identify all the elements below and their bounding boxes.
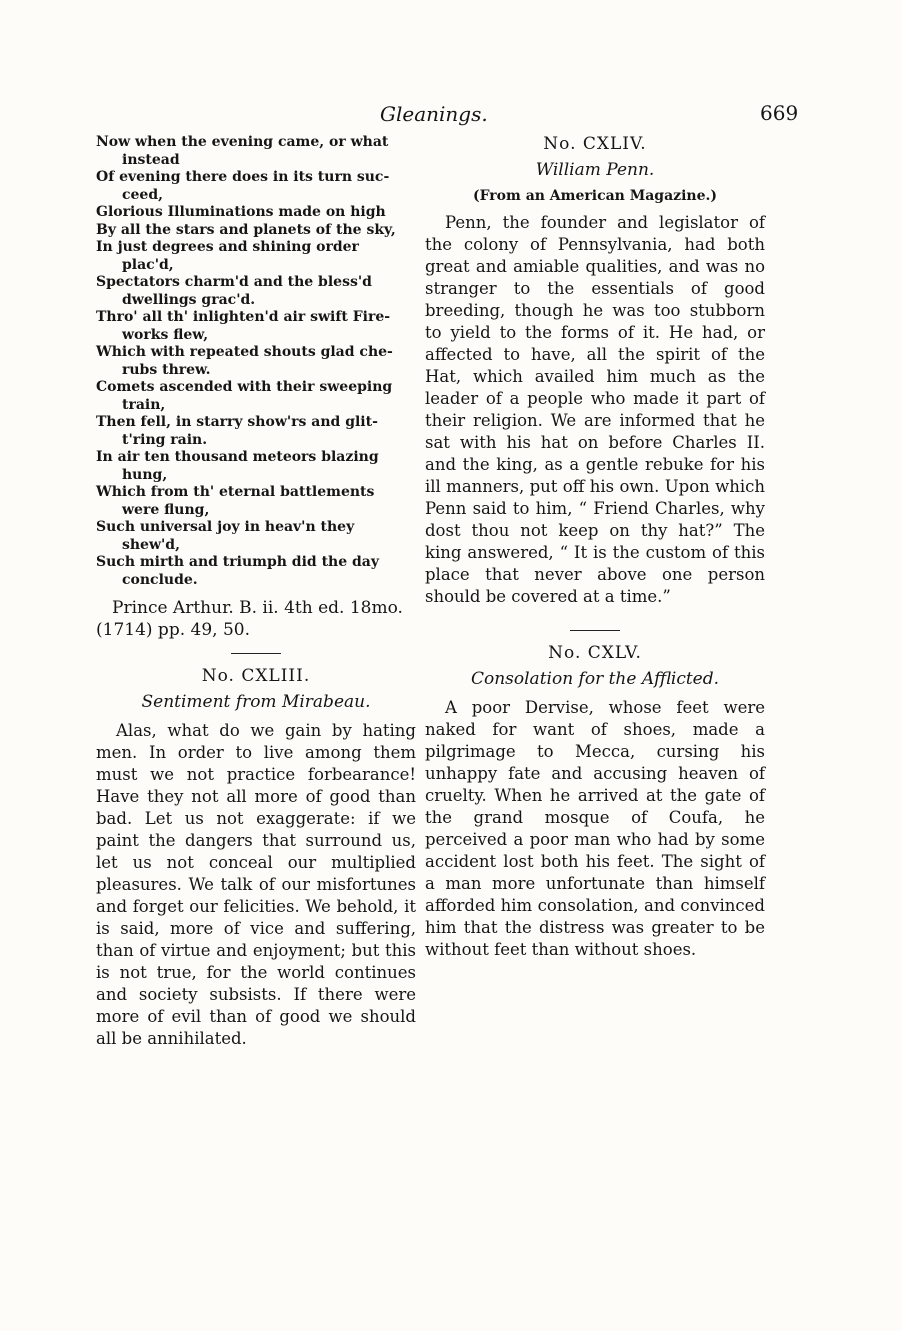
section-subtitle-consolation: Consolation for the Afflicted. [470, 669, 720, 689]
verse-line [96, 414, 416, 449]
verse-line-continuation: plac'd, [122, 256, 174, 273]
verse-line-continuation: instead [122, 151, 180, 168]
verse-line-text: In just degrees and shining order [96, 239, 359, 255]
verse-line-text: Which from th' eternal battlements [96, 484, 375, 500]
verse-block [96, 134, 416, 589]
verse-line [96, 554, 416, 589]
verse-line-text: Such mirth and triumph did the day [96, 554, 379, 570]
right-column [425, 134, 765, 961]
consolation-text: A poor Dervise, whose feet were naked for want of shoes, made a pilgrimage to Mecca, cursing his unhappy fate and accusing heaven of cruelty. When he arrived at the gate of the grand mosque of Coufa, he perceived a poor man who had by some accident lost both his feet. The sight of a man more unfortunate than himself afforded him consolation, and convinced him that the distress was greater to be without feet than without shoes. [425, 698, 765, 959]
verse-line-continuation: hung, [122, 466, 168, 483]
section-divider [231, 653, 281, 654]
verse-line-text: Of evening there does in its turn suc- [96, 169, 390, 185]
section-title-cxliii: No. CXLIII. [201, 666, 311, 686]
section-divider [570, 630, 620, 631]
verse-line [96, 274, 416, 309]
penn-text: Penn, the founder and legislator of the colony of Pennsylvania, had both great and amiable qualities, and was no stranger to the essentials of good breeding, though he was too stubborn to yield to the forms of it. He had, or affected to have, all the spirit of the Hat, which availed him much as the leader of a people who made it part of their religion. We are informed that he sat with his hat on before Charles II. and the king, as a gentle rebuke for his ill manners, put off his own. Upon which Penn said to him, “ Friend Charles, why dost thou not keep on thy hat?” The king answered, “ It is the custom of this place that never above one person should be covered at a time.” [425, 213, 765, 606]
verse-line-text: Spectators charm'd and the bless'd [96, 274, 372, 290]
running-header: Gleanings. [380, 102, 488, 126]
verse-line-continuation: ceed, [122, 186, 164, 203]
section-source: (From an American Magazine.) [472, 188, 718, 204]
verse-line [96, 134, 416, 169]
verse-line [96, 344, 416, 379]
verse-line [96, 222, 416, 240]
verse-line-continuation: t'ring rain. [122, 431, 208, 448]
section-subtitle-penn: William Penn. [535, 160, 655, 180]
verse-line [96, 309, 416, 344]
verse-line-text: In air ten thousand meteors blazing [96, 449, 379, 465]
verse-line [96, 519, 416, 554]
verse-line-continuation: rubs threw. [122, 361, 211, 378]
verse-line [96, 169, 416, 204]
page-number: 669 [760, 101, 799, 125]
verse-line [96, 484, 416, 519]
verse-line-text: Now when the evening came, or what [96, 134, 389, 150]
verse-line-text: Such universal joy in heav'n they [96, 519, 355, 535]
verse-line-text: Thro' all th' inlighten'd air swift Fire- [96, 309, 391, 325]
verse-line-continuation: works flew, [122, 326, 209, 343]
citation: Prince Arthur. B. ii. 4th ed. 18mo. (1714) pp. 49, 50. [96, 598, 403, 640]
verse-line-text: By all the stars and planets of the sky, [96, 221, 396, 238]
verse-line-continuation: conclude. [122, 571, 198, 588]
verse-line-continuation: were flung, [122, 501, 210, 518]
mirabeau-text: Alas, what do we gain by hating men. In order to live among them must we not practice forbearance! Have they not all more of good than bad. Let us not exaggerate: if we paint the dangers that surround us, let us not conceal our multiplied pleasures. We talk of our misfortunes and forget our felicities. We behold, it is said, more of vice and suffering, than of virtue and enjoyment; but this is not true, for the world continues and society subsists. If there were more of evil than of good we should all be annihilated. [96, 721, 416, 1048]
verse-line-text: Glorious Illuminations made on high [96, 204, 386, 220]
verse-line-text: Which with repeated shouts glad che- [96, 344, 393, 360]
section-title-cxlv: No. CXLV. [548, 643, 642, 663]
section-title-cxliv: No. CXLIV. [543, 134, 647, 154]
verse-line [96, 449, 416, 484]
verse-line [96, 204, 416, 222]
verse-line-continuation: dwellings grac'd. [122, 291, 256, 308]
verse-line-text: Comets ascended with their sweeping [96, 379, 393, 395]
section-subtitle-mirabeau: Sentiment from Mirabeau. [141, 692, 371, 712]
verse-line [96, 379, 416, 414]
left-column [96, 134, 416, 1050]
verse-line-continuation: shew'd, [122, 536, 180, 553]
verse-line-text: Then fell, in starry show'rs and glit- [96, 414, 378, 430]
verse-line-continuation: train, [122, 396, 166, 413]
verse-line [96, 239, 416, 274]
